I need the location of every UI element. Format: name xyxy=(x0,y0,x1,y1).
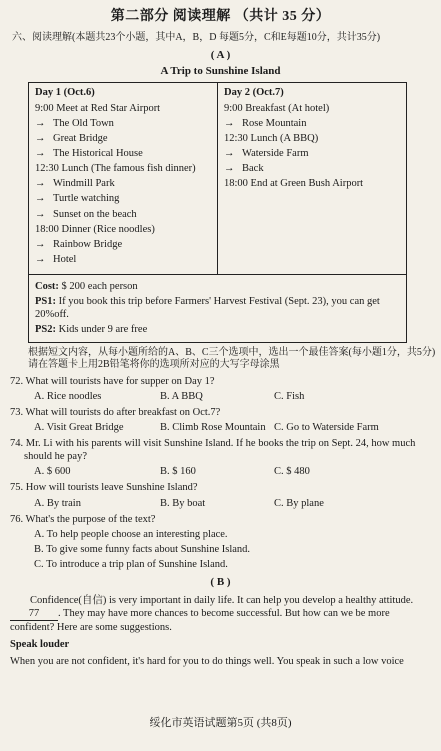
ps2-label: PS2: xyxy=(35,324,56,336)
option-b: B. Climb Rose Mountain xyxy=(160,421,266,433)
passage-b-paragraph-2: When you are not confident, it's hard for you to do things well. You speak in such a low voice xyxy=(10,656,404,668)
arrow-right-icon: → xyxy=(35,117,46,129)
question-text: 74. Mr. Li with his parents will visit Sunshine Island. If he books the trip on Sept. 24, how much should he pay? xyxy=(10,438,416,463)
arrow-right-icon: → xyxy=(35,253,46,265)
day1-item-text: Great Bridge xyxy=(53,132,108,144)
option-a: A. $ 600 xyxy=(34,466,71,478)
q76-option-b: B. To give some funny facts about Sunshine Island. xyxy=(34,543,251,555)
cost-text: $ 200 each person xyxy=(58,281,138,292)
day1-item-text: The Old Town xyxy=(53,117,114,129)
option-c: C. $ 480 xyxy=(274,466,310,478)
arrow-right-icon: → xyxy=(35,208,46,220)
day1-item-text: Sunset on the beach xyxy=(53,208,137,220)
question-options xyxy=(34,421,441,434)
question-text: 73. What will tourists do after breakfast on Oct.7? xyxy=(10,406,221,418)
cost-label: Cost: xyxy=(35,281,59,292)
day1-item xyxy=(35,102,211,115)
day1-item xyxy=(35,147,211,160)
blank-77: 77 xyxy=(10,607,58,621)
para-part2: . They may have more chances to become successful. But how can we be more confident? Here are some suggestions. xyxy=(10,608,390,634)
para-part1: Confidence(自信) is very important in daily life. It can help you develop a healthy attitude. xyxy=(30,594,414,606)
day2-item xyxy=(224,177,400,190)
arrow-right-icon: → xyxy=(35,148,46,159)
option-a: A. Visit Great Bridge xyxy=(34,421,124,433)
day1-column xyxy=(29,83,217,275)
ps1-text: If you book this trip before Farmers' Harvest Festival (Sept. 23), you can get 20%off. xyxy=(35,296,380,321)
option-c: C. Fish xyxy=(274,390,305,402)
option-b: B. $ 160 xyxy=(160,466,196,478)
day1-item xyxy=(35,192,211,205)
arrow-right-icon: → xyxy=(35,132,46,144)
day1-item-text: Hotel xyxy=(53,253,77,265)
day1-item-text: The Historical House xyxy=(53,148,143,159)
trip-title: A Trip to Sunshine Island xyxy=(160,64,281,77)
option-b: B. A BBQ xyxy=(160,390,203,402)
arrow-right-icon: → xyxy=(35,193,46,205)
part-title: 第二部分 阅读理解 （共计 35 分） xyxy=(110,9,331,24)
day1-item xyxy=(35,208,211,221)
arrow-right-icon: → xyxy=(224,148,235,159)
passage-b-paragraph xyxy=(10,594,431,634)
day2-item xyxy=(224,162,400,175)
question-options xyxy=(34,465,441,478)
q76-option-c: C. To introduce a trip plan of Sunshine Island. xyxy=(34,559,228,570)
day2-item-text: 9:00 Breakfast (At hotel) xyxy=(224,102,330,114)
option-a: A. Rice noodles xyxy=(34,390,102,402)
questions-list xyxy=(0,375,441,510)
subheading-speak-louder: Speak louder xyxy=(10,639,70,651)
question-76-options xyxy=(34,528,441,571)
section-instruction: 六、阅读理解(本题共23个小题，其中A，B，D 每题5分，C和E每题10分，共计35分) xyxy=(12,31,381,43)
day2-heading: Day 2 (Oct.7) xyxy=(224,86,284,98)
day2-item-text: 18:00 End at Green Bush Airport xyxy=(224,178,364,190)
day1-item xyxy=(35,253,211,266)
arrow-right-icon: → xyxy=(35,178,46,190)
option-c: C. By plane xyxy=(274,497,324,509)
day1-item-text: Turtle watching xyxy=(53,193,120,205)
day2-item xyxy=(224,117,400,130)
day1-item xyxy=(35,177,211,190)
ps1-label: PS1: xyxy=(35,296,56,308)
day1-item-text: Windmill Park xyxy=(53,178,115,190)
passage-a-label: ( A ) xyxy=(210,49,231,61)
day1-item xyxy=(35,117,211,130)
question-options xyxy=(34,497,441,510)
arrow-right-icon: → xyxy=(35,238,46,250)
day2-item-text: Waterside Farm xyxy=(242,148,309,159)
day1-item xyxy=(35,223,211,236)
day1-heading: Day 1 (Oct.6) xyxy=(35,86,95,98)
day1-item-text: Rainbow Bridge xyxy=(53,238,123,250)
option-c: C. Go to Waterside Farm xyxy=(274,421,379,433)
day1-item xyxy=(35,238,211,251)
question-76: 76. What's the purpose of the text? xyxy=(10,513,156,525)
ps2-text: Kids under 9 are free xyxy=(56,324,148,336)
option-b: B. By boat xyxy=(160,497,206,509)
day1-item-text: 9:00 Meet at Red Star Airport xyxy=(35,102,161,114)
day1-item xyxy=(35,162,211,175)
day2-item xyxy=(224,102,400,115)
arrow-right-icon: → xyxy=(224,117,235,129)
itinerary-table xyxy=(28,82,407,343)
day2-item xyxy=(224,147,400,160)
answer-instruction: 根据短文内容，从每小题所给的A、B、C三个选项中，选出一个最佳答案(每小题1分，共5分)请在答题卡上用2B铅笔将你的选项所对应的大写字母涂黑 xyxy=(28,346,436,370)
option-a: A. By train xyxy=(34,497,81,509)
day1-item-text: 18:00 Dinner (Rice noodles) xyxy=(35,223,155,235)
page-footer: 绥化市英语试题第5页 (共8页) xyxy=(149,717,292,730)
day2-item-text: Rose Mountain xyxy=(242,117,307,129)
question-text: 75. How will tourists leave Sunshine Island? xyxy=(10,482,198,494)
day1-item-text: 12:30 Lunch (The famous fish dinner) xyxy=(35,163,196,175)
arrow-right-icon: → xyxy=(224,163,235,175)
q76-option-a: A. To help people choose an interesting place. xyxy=(34,528,228,540)
question-text: 72. What will tourists have for supper on Day 1? xyxy=(10,375,215,387)
passage-b-label: ( B ) xyxy=(210,576,231,589)
day2-item-text: 12:30 Lunch (A BBQ) xyxy=(224,132,319,144)
trip-notes xyxy=(29,275,406,342)
day2-item-text: Back xyxy=(242,163,264,175)
question-options xyxy=(34,390,441,403)
day2-item xyxy=(224,132,400,145)
day1-item xyxy=(35,132,211,145)
day2-column xyxy=(217,83,406,275)
